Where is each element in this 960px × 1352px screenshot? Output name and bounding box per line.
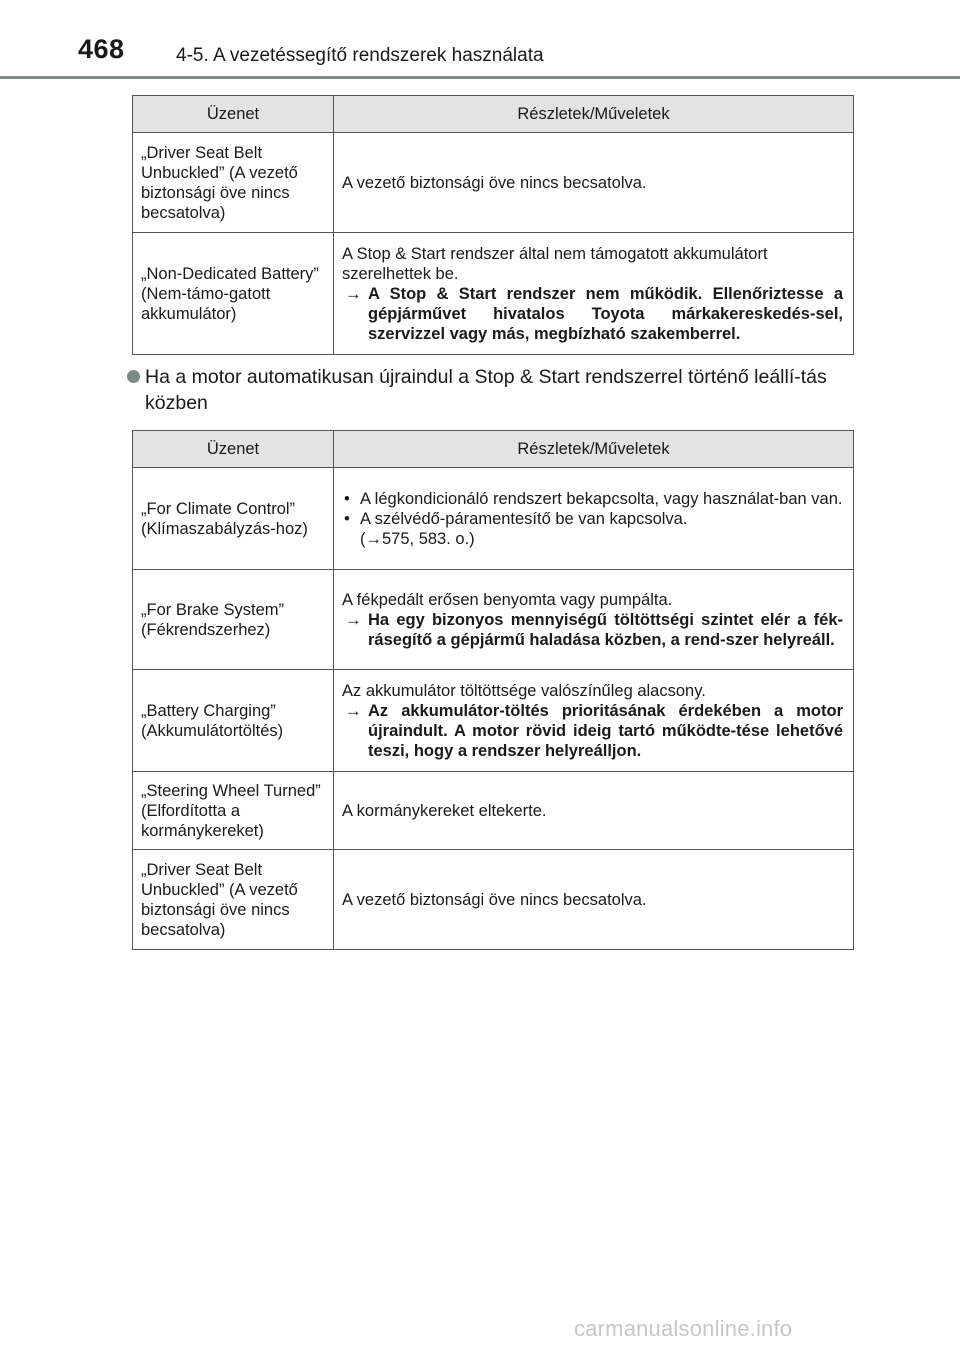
bullet-item [342,509,843,549]
bullet-heading [127,364,857,416]
page-header [0,0,960,80]
column-header-details: Részletek/Műveletek [334,96,854,133]
message-cell: „Driver Seat Belt Unbuckled” (A vezető biztonsági öve nincs becsatolva) [133,850,334,950]
details-cell: A vezető biztonsági öve nincs becsatolva. [334,133,854,233]
details-text: A Stop & Start rendszer által nem támogatott akkumulátort szerelhettek be. [342,244,768,283]
column-header-details: Részletek/Műveletek [334,431,854,468]
message-table-1 [132,95,854,355]
details-cell [334,233,854,355]
message-cell: „Battery Charging” (Akkumulátortöltés) [133,670,334,772]
operation-text: Ha egy bizonyos mennyiségű töltöttségi szintet elér a fék-rásegítő a gépjármű haladása közben, a rend-szer helyreáll. [368,610,843,649]
operation-note [342,284,843,344]
arrow-icon: → [345,284,362,303]
details-cell [334,670,854,772]
details-cell: A vezető biztonsági öve nincs becsatolva. [334,850,854,950]
details-text: Az akkumulátor töltöttsége valószínűleg alacsony. [342,681,706,700]
table-row [133,850,854,950]
operation-text: Az akkumulátor-töltés prioritásának érdekében a motor újraindult. A motor rövid ideig tartó működte-tése lehetővé teszi, hogy a rendszer helyreálljon. [368,701,843,760]
details-cell: A kormánykereket eltekerte. [334,772,854,850]
message-cell: „Driver Seat Belt Unbuckled” (A vezető biztonsági öve nincs becsatolva) [133,133,334,233]
message-cell: „Non-Dedicated Battery” (Nem-támo-gatott akkumulátor) [133,233,334,355]
table-row [133,772,854,850]
message-cell: „For Climate Control” (Klímaszabályzás-hoz) [133,468,334,570]
bullet-text: A légkondicionáló rendszert bekapcsolta, vagy használat-ban van. [360,489,843,508]
message-cell: „For Brake System” (Fékrendszerhez) [133,570,334,670]
operation-note [342,610,843,650]
table-header-row [133,96,854,133]
details-cell [334,570,854,670]
operation-text: A Stop & Start rendszer nem működik. Ellenőriztesse a gépjárművet hivatalos Toyota márkakereskedés-sel, szervizzel vagy más, megbízható szakemberrel. [368,284,843,343]
operation-note [342,701,843,761]
message-cell: „Steering Wheel Turned” (Elfordította a kormánykereket) [133,772,334,850]
page-number: 468 [78,34,125,64]
table-header-row [133,431,854,468]
column-header-message: Üzenet [133,431,334,468]
bullet-circle-icon [127,370,140,383]
table-row [133,233,854,355]
arrow-icon: → [345,610,362,629]
arrow-icon: → [345,701,362,720]
details-cell [334,468,854,570]
header-divider [0,76,960,79]
watermark-footer: carmanualsonline.info [574,1316,793,1341]
table-row [133,570,854,670]
bullet-dot-icon: • [344,509,350,528]
bullet-heading-text: Ha a motor automatikusan újraindul a Stop & Start rendszerrel történő leállí-tás közben [145,366,827,414]
message-table-2 [132,430,854,950]
page-reference: (→575, 583. o.) [360,529,475,548]
table-row [133,670,854,772]
bullet-text: A szélvédő-páramentesítő be van kapcsolva. [360,509,688,528]
details-text: A fékpedált erősen benyomta vagy pumpálta. [342,590,673,609]
section-title: 4-5. A vezetéssegítő rendszerek használata [176,45,544,66]
column-header-message: Üzenet [133,96,334,133]
bullet-dot-icon: • [344,489,350,508]
table-row [133,133,854,233]
table-row [133,468,854,570]
bullet-item [342,489,843,509]
